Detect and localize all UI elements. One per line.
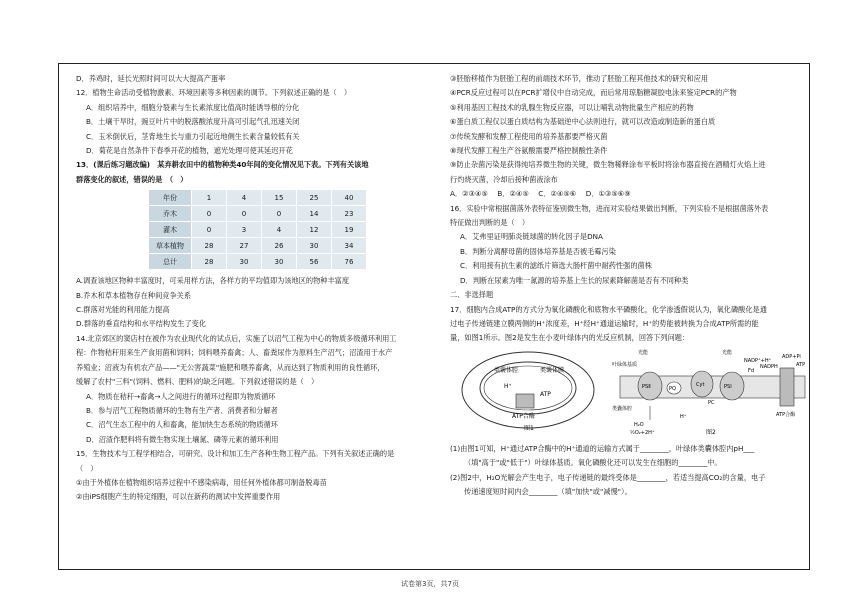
q17-stem-2: 过电子传递链建立膜两侧的H⁺浓度差，H⁺经H⁺通道运输时，H⁺的势能被转换为合成ATP所需的能 xyxy=(450,318,759,328)
fig1-label: H⁺ xyxy=(504,382,512,390)
fig2-label: Fd xyxy=(748,367,755,374)
q12-option-a: A．组织培养中，细胞分裂素与生长素浓度比值高时能诱导根的分化 xyxy=(86,102,300,112)
fig2-label: PSⅠ xyxy=(724,383,732,390)
q14-option-b: B．参与沼气工程物质循环的生物有生产者、消费者和分解者 xyxy=(86,405,278,415)
table-row: 年份 1 4 15 25 40 xyxy=(149,190,367,206)
q15-statement-8: ⑧现代发酵工程生产谷氨酸需要严格控制酸性条件 xyxy=(450,146,608,156)
q15-statement-6: ⑥蛋白质工程仅以蛋白质结构为基础逆中心法则进行，就可以改造或制造新的蛋白质 xyxy=(450,117,716,127)
q16-option-b: B．判断分离酵母菌的固体培养基是否被毛霉污染 xyxy=(460,246,616,256)
q13-option-d: D.群落的垂直结构和水平结构发生了变化 xyxy=(76,319,207,329)
fig2-label: NADPH xyxy=(760,363,778,370)
table-row: 乔木 0 0 0 14 23 xyxy=(149,206,367,222)
figure-1-atp-synthase xyxy=(458,348,598,432)
q14-option-d: D．沼渣作肥料将有微生物实现土壤氮、磷等元素的循环利用 xyxy=(86,434,279,444)
q14-option-a: A．物质在秸秆→畜禽→人之间进行的循环过程即为物质循环 xyxy=(86,391,276,401)
q17-part-2-cont: 传递速度短时间内会________（填"加快"或"减慢"）。 xyxy=(464,486,632,496)
table-row: 总计 28 30 30 56 76 xyxy=(149,254,367,270)
fig1-label: 类囊体膜 xyxy=(540,366,565,374)
q14-stem-4: 缓解了农村"三料"(饲料、燃料、肥料)的缺乏问题。下列叙述错误的是（ ） xyxy=(76,377,319,387)
q12-stem: 12．植物生命活动受植物激素、环境因素等多种因素的调节。下列叙述正确的是（ ） xyxy=(76,88,352,98)
fig2-label: ATP合酶 xyxy=(776,411,796,418)
q17-figures xyxy=(450,346,810,442)
q15-statement-9: ⑨防止杂菌污染是获得纯培养微生物的关键，微生物稀释涂布平板时将涂布器直接在酒精灯火焰上进 xyxy=(450,160,766,170)
section-heading: 二、非选择题 xyxy=(450,290,494,300)
q13-stem-cont: 群落变化的叙述，错误的是 （ ） xyxy=(76,174,188,184)
q15-statement-9-cont: 行灼烧灭菌，冷却后接种菌液涂布 xyxy=(450,174,558,184)
q15-statement-2: ②由iPS细胞产生的特定细胞，可以在新药的测试中发挥重要作用 xyxy=(76,492,281,502)
left-column xyxy=(76,72,436,505)
q16-option-d: D．判断在尿素为唯一氮源的培养基上生长的尿素降解菌是否有不同种类 xyxy=(460,275,689,285)
fig2-label: 光能 xyxy=(722,349,733,356)
q14-option-c: C．沼气生态工程中的人和畜禽，能加快生态系统的物质循环 xyxy=(86,420,278,430)
q13-stem: 13．(课后练习题改编) 某弃耕农田中的植物种类40年间的变化情况见下表。下列有关该地 xyxy=(76,160,369,170)
fig2-label: H⁺ xyxy=(680,413,687,420)
right-column xyxy=(450,72,810,499)
q16-stem-2: 特征做出判断的是（ ） xyxy=(450,218,530,228)
fig2-label: Cyt xyxy=(696,381,705,388)
q15-options: A．②③④⑤ B．②④⑤ C．②④⑤⑥ D．①③⑤⑥⑨ xyxy=(450,189,631,199)
q14-stem-3: 养殖业；沼液为有机农产品——"无公害蔬菜"施肥和喂养畜禽，从而达到了物质利用的良性循环， xyxy=(76,362,385,372)
q15-statement-3: ③胚胎移植作为胚胎工程的前端技术环节，推动了胚胎工程其他技术的研究和应用 xyxy=(450,74,709,83)
q13-option-c: C.群落对光能的利用能力提高 xyxy=(76,305,170,315)
q11-option-d: D．养鸡时，延长光照时间可以大大提高产蛋率 xyxy=(76,74,226,83)
q13-option-a: A.调查该地区物种丰富度时，可采用样方法，各样方的平均值即为该地区的物种丰富度 xyxy=(76,276,350,286)
fig2-label: 类囊体腔 xyxy=(612,405,633,412)
fig2-label: PSⅡ xyxy=(642,383,651,390)
q17-part-1: (1)由图1可知，H⁺通过ATP合酶中的H⁺通道的运输方式属于________，叶绿体类囊体腔内pH___ xyxy=(450,443,755,453)
q12-option-b: B．土壤干旱时，豌豆叶片中的脱落酸浓度升高可引起气孔迅速关闭 xyxy=(86,117,300,127)
q15-stem-2: （ ） xyxy=(76,463,98,473)
fig1-caption: 图1 xyxy=(524,424,534,432)
fig2-label: H₂O xyxy=(634,421,644,428)
q12-option-d: D．菊花是自然条件下春季开花的植物，遮光处理可使其延迟开花 xyxy=(86,146,293,156)
fig2-label: 光能 xyxy=(638,349,649,356)
q16-option-a: A．艾弗里证明肺炎链球菌的转化因子是DNA xyxy=(460,232,603,242)
fig2-label: NADP⁺+H⁺ xyxy=(744,357,772,364)
fig1-label: ATP合酶 xyxy=(512,412,535,420)
plant-species-table xyxy=(148,189,367,270)
fig1-label: ATP xyxy=(540,390,551,398)
q13-option-b: B.乔木和草本植物存在种间竞争关系 xyxy=(76,290,192,300)
q17-stem: 17．细胞内合成ATP的方式分为氧化磷酸化和底物水平磷酸化，化学渗透假说认为，氧化磷酸化是通 xyxy=(450,304,767,314)
table-row: 草本植物 28 27 26 30 34 xyxy=(149,238,367,254)
fig2-label: PQ xyxy=(669,385,676,392)
fig2-label: ADP+Pi xyxy=(782,353,801,360)
q15-statement-5: ⑤利用基因工程技术的乳腺生物反应器，可以让哺乳动物批量生产相应的药物 xyxy=(450,102,694,112)
figure-2-light-reaction xyxy=(610,346,810,436)
q15-statement-7: ⑦传统发酵和发酵工程使用的培养基都要严格灭菌 xyxy=(450,131,608,141)
q15-stem: 15．生物技术与工程学相结合，可研究、设计和加工生产各种生物工程产品。下列有关叙述正确的是 xyxy=(76,449,395,459)
fig1-label: 类囊体腔 xyxy=(494,366,519,374)
q17-part-1-cont: （填"高于"或"低于"）叶绿体基质。氧化磷酸化还可以发生在细胞的________中。 xyxy=(464,458,722,468)
page-footer: 试卷第3页，共7页 xyxy=(401,580,459,588)
q15-statement-4: ④PCR反应过程可以在PCR扩增仪中自动完成，而后常用琼脂糖凝胶电泳来鉴定PCR的产物 xyxy=(450,88,737,98)
table-row: 灌木 0 3 4 12 19 xyxy=(149,222,367,238)
q16-option-c: C．利用接有抗生素的滤纸片筛选大肠杆菌中耐药性强的菌株 xyxy=(460,261,652,271)
q14-stem: 14.北京郊区的窦店村在被作为农业现代化的试点后，实施了以沼气工程为中心的物质多级循环利用工 xyxy=(76,333,397,343)
q17-stem-3: 量，如图1所示。图2是发生在小麦叶绿体内的光反应机制，回答下列问题： xyxy=(450,333,690,343)
q14-stem-2: 程：作物秸秆用来生产食用菌和饲料；饲料喂养畜禽；人、畜粪尿作为原料生产沼气；沼渣用于水产 xyxy=(76,348,393,358)
fig2-label: ½O₂+2H⁺ xyxy=(630,429,655,436)
q16-stem: 16．实验中常根据菌落外表特征鉴别微生物，进而对实验结果做出判断，下列实验不是根据菌落外表 xyxy=(450,203,769,213)
q12-option-c: C．玉米倒伏后，茎背地生长与重力引起近地侧生长素含量较低有关 xyxy=(86,131,300,141)
fig2-label: ATP xyxy=(796,361,806,368)
fig2-label: 叶绿体基质 xyxy=(612,361,638,368)
fig2-caption: 图2 xyxy=(706,428,716,436)
q15-statement-1: ①由于外植体在植物组织培养过程中不感染病毒，用任何外植体都可制备脱毒苗 xyxy=(76,477,327,487)
q17-part-2: (2)图2中，H₂O光解会产生电子，电子传递链的最终受体是________，若适当提高CO₂的含量，电子 xyxy=(450,472,766,482)
fig2-label: PC xyxy=(708,399,715,406)
